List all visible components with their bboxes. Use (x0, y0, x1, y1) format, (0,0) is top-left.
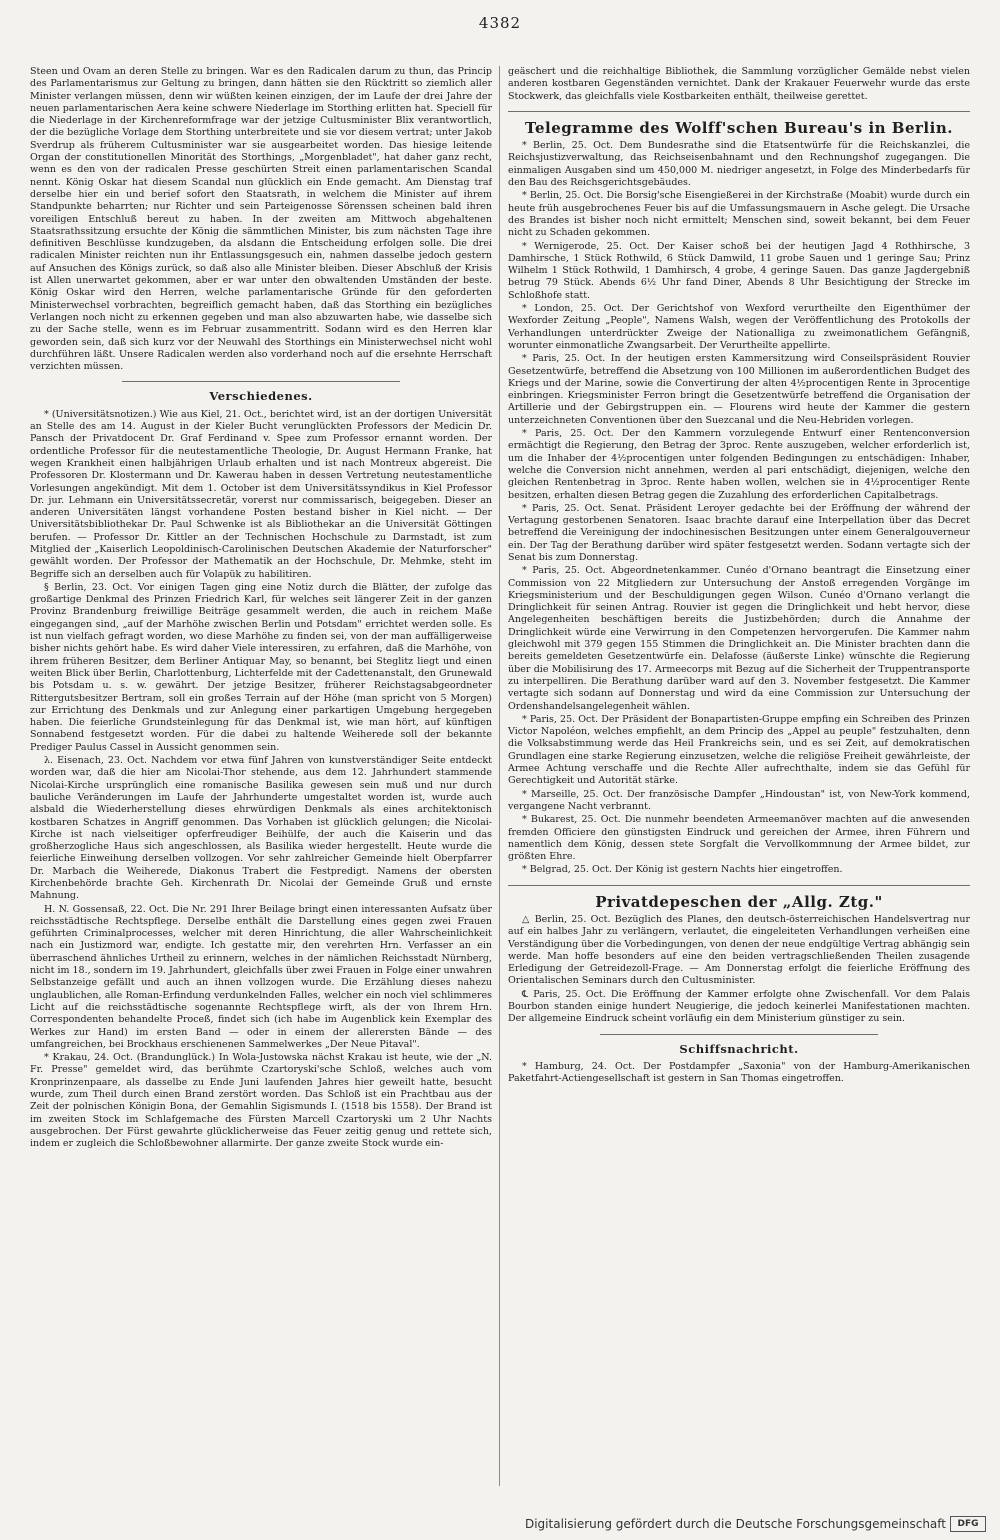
telegram-item: * Wernigerode, 25. Oct. Der Kaiser schoß bei der heutigen Jagd 4 Rothhirsche, 3 Damhirsche, 1 Stück Rothwild, 6 Stück Damwild, 11 grobe Sauen und 1 geringe Sau; Prinz Wilhelm 1 Stück Rothwild, 1 Damhirsch, 4 grobe, 4 geringe Sauen. Das ganze Jagdergebniß betrug 79 Stück. Abends 6½ Uhr fand Diner, Abends 8 Uhr Besichtigung der Strecke im Schloßhofe statt. (508, 240, 970, 301)
telegram-item: * Paris, 25. Oct. Der den Kammern vorzulegende Entwurf einer Rentenconversion ermächtigt die Regierung, den Betrag der 3proc. Rente auszugeben, welcher erforderlich ist, um die Inhaber der 4½procentigen unter folgenden Bedingungen zu entschädigen: Inhaber, welche die Conversion nicht annehmen, werden al pari entschädigt, diejenigen, welche den gleichen Rentenbetrag in 3proc. Rente haben wollen, welchen sie in 4½procentiger Rente besitzen, erhalten diesen Betrag gegen die Zuzahlung des erforderlichen Capitalbetrags. (508, 428, 970, 501)
section-divider (508, 111, 970, 112)
telegram-item: * Paris, 25. Oct. In der heutigen ersten Kammersitzung wird Conseilspräsident Rouvier Gesetzentwürfe, betreffend die Absetzung von 100 Millionen im außerordentlichen Budget des Kriegs und der Marine, sowie die Convertirung der alten 4½procentigen Rente in 3procentige einbringen. Kriegsminister Ferron bringt die Gesetzentwürfe betreffend die Organisation der Artillerie und der Gebirgstruppen ein. — Flourens wird heute der Kammer die gestern unterzeichneten Conventionen über den Suezcanal und die Neu-Hebriden vorlegen. (508, 353, 970, 426)
telegram-item: * Marseille, 25. Oct. Der französische Dampfer „Hindoustan" ist, von New-York kommend, vergangene Nacht verbrannt. (508, 788, 970, 812)
article-paragraph: * (Universitätsnotizen.) Wie aus Kiel, 21. Oct., berichtet wird, ist an der dortigen Universität an Stelle des am 14. August in der Kieler Bucht verunglückten Professors der Medicin Dr. Pansch der Privatdocent Dr. Graf Ferdinand v. Spee zum Professor ernannt worden. Der ordentliche Professor für die neutestamentliche Theologie, Dr. August Hermann Franke, hat wegen Krankheit einen halbjährigen Urlaub erhalten und ist nach Montreux abgereist. Die Professoren Dr. Klostermann und Dr. Kawerau haben in dessen Vertretung neutestamentliche Vorlesungen angekündigt. Mit dem 1. October ist dem Universitätssyndikus in Kiel Professor Dr. jur. Lehmann ein Universitätssecretär, vorerst nur commissarisch, beigegeben. Dieser an anderen Universitäten längst vorhandene Posten bestand bisher in Kiel nicht. — Der Universitätsbibliothekar Dr. Paul Schwenke ist als Bibliothekar an die Universität Göttingen berufen. — Professor Dr. Kittler an der Technischen Hochschule zu Darmstadt, ist zum Mitglied der „Kaiserlich Leopoldinisch-Carolinischen Deutschen Akademie der Naturforscher" gewählt worden. Der Professor der Mathematik an der Hochschule, Dr. Mehmke, steht im Begriffe sich an derselben auch für Volapük zu habilitiren. (30, 408, 492, 580)
telegram-item: * Bukarest, 25. Oct. Die nunmehr beendeten Armeemanöver machten auf die anwesenden fremden Officiere den günstigsten Eindruck und gereichen der Armee, ihren Führern und namentlich dem König, dessen stete Sorgfalt die Vervollkommnung der Armee bildet, zur größten Ehre. (508, 814, 970, 863)
dispatch-item: △ Berlin, 25. Oct. Bezüglich des Planes, den deutsch-österreichischen Handelsvertrag nur auf ein halbes Jahr zu verlängern, verlautet, die eingeleiteten Verhandlungen verheißen eine Verständigung über die Vorbedingungen, von denen der neue endgültige Vertrag abhängig sein werde. Man hoffe besonders auf eine den beiden vertragschließenden Theilen zusagende Erledigung der Getreidezoll-Frage. — Am Donnerstag erfolgt die feierliche Eröffnung des Orientalischen Seminars durch den Cultusminister. (508, 914, 970, 987)
column-divider (499, 66, 500, 1486)
article-paragraph: § Berlin, 23. Oct. Vor einigen Tagen ging eine Notiz durch die Blätter, der zufolge das großartige Denkmal des Prinzen Friedrich Karl, für welches seit längerer Zeit in der ganzen Provinz Brandenburg freiwillige Beiträge gesammelt werden, die auch in reichem Maße eingegangen sind, „auf der Marhöhe zwischen Berlin und Potsdam" errichtet werden solle. Es ist nun vielfach gefragt worden, wo diese Marhöhe zu finden sei, von der man auffälligerweise bisher nichts gehört habe. Es wird daher Viele interessiren, zu erfahren, daß die Marhöhe, von ihrem früheren Besitzer, dem Berliner Antiquar May, so benannt, bei Steglitz liegt und einen weiten Blick über Berlin, Charlottenburg, Lichterfelde mit der Cadettenanstalt, den Grunewald bis Potsdam u. s. w. gewährt. Der jetzige Besitzer, früherer Reichstagsabgeordneter Rittergutsbesitzer Bertram, soll ein großes Terrain auf der Höhe (man spricht von 5 Morgen) zur Errichtung des Denkmals und zur Anlegung einer parkartigen Umgebung hergegeben haben. Die feierliche Grundsteinlegung für das Denkmal ist, wie man hört, auf künftigen Sonnabend festgesetzt worden. Für die dabei zu haltende Weiherede soll der bekannte Prediger Paulus Cassel in Aussicht genommen sein. (30, 581, 492, 753)
article-paragraph: H. N. Gossensaß, 22. Oct. Die Nr. 291 Ihrer Beilage bringt einen interessanten Aufsatz über reichsstädtische Rechtspflege. Derselbe enthält die Darstellung eines gegen zwei Frauen geführten Criminalprocesses, welcher mit deren Hinrichtung, die aller Wahrscheinlichkeit nach ein Justizmord war, endigte. Ich gestatte mir, den verehrten Hrn. Verfasser an ein überraschend ähnliches Urtheil zu erinnern, welches in der nämlichen Reichsstadt Nürnberg, nicht im 18., sondern im 19. Jahrhundert, gleichfalls über zwei Frauen in Folge einer unwahren Selbstanzeige gefällt und auch an ihnen vollzogen wurde. Die Erzählung dieses nahezu unglaublichen, alle Roman-Erfindung verdunkelnden Falles, welcher ein noch viel schlimmeres Licht auf die reichsstädtische sogenannte Rechtspflege wirft, als der von Ihrem Hrn. Correspondenten behandelte Proceß, findet sich (ich habe im Augenblick kein Exemplar des Werkes zur Hand) im ersten Band — oder in einem der allerersten Bände — des umfangreichen, bei Brockhaus erschienenen Sammelwerkes „Der Neue Pitaval". (30, 903, 492, 1050)
telegram-item: * Paris, 25. Oct. Der Präsident der Bonapartisten-Gruppe empfing ein Schreiben des Prinzen Victor Napoléon, welches empfiehlt, an dem Princip des „Appel au peuple" festzuhalten, denn die Volksabstimmung werde das Heil Frankreichs sein, und es sei Zeit, auf demokratischen Grundlagen eine starke Regierung einzusetzen, welche die religiöse Freiheit gewährleiste, der Armee Achtung verschaffe und die Rechte Aller aufrechthalte, indem sie das Gefühl für Gerechtigkeit und Autorität stärke. (508, 713, 970, 787)
article-paragraph: * Krakau, 24. Oct. (Brandunglück.) In Wola-Justowska nächst Krakau ist heute, wie der „N. Fr. Presse" gemeldet wird, das berühmte Czartoryski'sche Schloß, welches auch vom Kronprinzenpaare, als dasselbe zu Ende Juni laufenden Jahres hier geweilt hatte, besucht wurde, zum Theil durch einen Brand zerstört worden. Das Schloß ist ein Prachtbau aus der Zeit der polnischen Königin Bona, der Gemahlin Sigismunds I. (1518 bis 1558). Der Brand ist im zweiten Stock im Schlafgemache des Fürsten Marcell Czartoryski um 2 Uhr Nachts ausgebrochen. Der Fürst gewahrte glücklicherweise das Feuer zeitig genug und rettete sich, indem er zugleich die Schloßbewohner allarmirte. Der ganze zweite Stock wurde ein- (30, 1052, 492, 1150)
section-divider (508, 885, 970, 886)
section-heading-privatdepeschen: Privatdepeschen der „Allg. Ztg." (595, 892, 883, 911)
article-paragraph: Steen und Ovam an deren Stelle zu bringen. War es den Radicalen darum zu thun, das Princip des Parlamentarismus zur Geltung zu bringen, dann hätten sie den Rücktritt so ziemlich aller Minister verlangen müssen, denn wir wüßten keinen einzigen, der im Laufe der drei Jahre der neuen parlamentarischen Aera keine schwere Niederlage im Storthing erlitten hat. Speciell für die Niederlage in der Kirchenreformfrage war der jetzige Cultusminister Blix verantwortlich, der die bezügliche Vorlage dem Storthing unterbreitete und sie vor diesem vertrat; unter Jakob Sverdrup als früherem Cultusminister war sie ausgearbeitet worden. Das hiesige leitende Organ der constitutionellen Minorität des Storthings, „Morgenbladet", hat daher ganz recht, wenn es den von der radicalen Presse geschürten Streit einen parlamentarischen Scandal nennt. König Oskar hat diesem Scandal nun glücklich ein Ende gemacht. Am Dienstag traf derselbe hier ein und berief sofort den Staatsrath, in welchem die Minister auf ihrem Standpunkte beharrten; nur Richter und sein Parteigenosse Sörenssen scheinen bald ihren voreiligen Entschluß bereut zu haben. In der zweiten am Mittwoch abgehaltenen Staatsrathssitzung ersuchte der König die sämmtlichen Minister, bis zum nächsten Tage ihre definitiven Beschlüsse kundzugeben, da alsdann die Entscheidung erfolgen solle. Die drei radicalen Minister reichten nun ihr Entlassungsgesuch ein, nahmen dasselbe jedoch gestern auf Ansuchen des Königs zurück, so daß also alle Minister bleiben. Dieser Abschluß der Krisis ist Allen unerwartet gekommen, aber er war unter den obwaltenden Umständen der beste. König Oskar wird den Herren, welche parlamentarische Gründe für den geforderten Ministerwechsel vorbrachten, begreiflich gemacht haben, daß das Storthing ein bezügliches Verlangen noch nicht zu erkennen gegeben und man also abzuwarten habe, wie dasselbe sich zu der Sache stelle, wenn es im Februar zusammentritt. Sodann wird es den Herren klar geworden sein, daß sich kurz vor der Neuwahl des Storthings ein Ministerwechsel nicht wohl durchführen läßt. Unsere Radicalen werden also vorderhand noch auf die ersehnte Herrschaft verzichten müssen. (30, 66, 492, 373)
page-number: 4382 (478, 14, 522, 32)
section-heading-schiffsnachricht: Schiffsnachricht. (679, 1041, 799, 1056)
shipping-item: * Hamburg, 24. Oct. Der Postdampfer „Saxonia" von der Hamburg-Amerikanischen Paketfahrt-Actiengesellschaft ist gestern in San Thomas eingetroffen. (508, 1060, 970, 1085)
section-divider (122, 381, 399, 382)
section-heading-verschiedenes: Verschiedenes. (209, 389, 313, 404)
telegram-item: * Belgrad, 25. Oct. Der König ist gestern Nachts hier eingetroffen. (522, 864, 843, 876)
telegram-item: * Paris, 25. Oct. Senat. Präsident Leroyer gedachte bei der Eröffnung der während der Vertagung gestorbenen Senatoren. Isaac brachte darauf eine Interpellation über das Decret betreffend die Vereinigung der indochinesischen Besitzungen unter einem Generalgouverneur ein. Der Tag der Berathung darüber wird später festgesetzt werden. Sodann vertagte sich der Senat bis zum Donnerstag. (508, 502, 970, 563)
dispatch-item: ℄ Paris, 25. Oct. Die Eröffnung der Kammer erfolgte ohne Zwischenfall. Vor dem Palais Bourbon standen einige hundert Neugierige, die jedoch keinerlei Manifestationen machten. Der allgemeine Eindruck scheint vorläufig ein dem Ministerium günstiger zu sein. (508, 988, 970, 1025)
section-heading-telegramme: Telegramme des Wolff'schen Bureau's in Berlin. (525, 118, 953, 137)
telegram-item: * Berlin, 25. Oct. Dem Bundesrathe sind die Etatsentwürfe für die Reichskanzlei, die Reichsjustizverwaltung, das Reichseisenbahnamt und den Rechnungshof zugegangen. Die einmaligen Ausgaben sind um 450,000 M. niedriger angesetzt, in Folge des Minderbedarfs für den Bau des Reichsgerichtsgebäudes. (508, 140, 970, 189)
article-paragraph: geäschert und die reichhaltige Bibliothek, die Sammlung vorzüglicher Gemälde nebst vielen anderen kostbaren Gegenständen vernichtet. Dank der Krakauer Feuerwehr wurde das erste Stockwerk, das gleichfalls viele Kostbarkeiten enthält, theilweise gerettet. (508, 66, 970, 102)
telegram-item: * Paris, 25. Oct. Abgeordnetenkammer. Cunéo d'Ornano beantragt die Einsetzung einer Commission von 22 Mitgliedern zur Untersuchung der Anstoß erregenden Vorgänge im Kriegsministerium und der Beschuldigungen gegen Wilson. Cunéo d'Ornano verlangt die Dringlichkeit für seinen Antrag. Rouvier ist gegen die Dringlichkeit und hebt hervor, diese Angelegenheiten beschäftigen bereits die Justizbehörden; durch die Annahme der Dringlichkeit würde eine Verwirrung in den Competenzen hervorgerufen. Die Kammer nahm gleichwohl mit 379 gegen 155 Stimmen die Dringlichkeit an. Die Minister brachten dann die bereits gemeldeten Gesetzentwürfe ein. Delafosse (äußerste Linke) wünschte die Regierung über die Mobilisirung des 17. Armeecorps mit Bezug auf die Sicherheit der Truppentransporte zu interpelliren. Die Berathung darüber ward auf den 3. November festgesetzt. Die Kammer vertagte sich sodann auf Donnerstag und wird da eine Commission zur Untersuchung der Ordenshandelsangelegenheit wählen. (508, 565, 970, 712)
telegram-item: * Berlin, 25. Oct. Die Borsig'sche Eisengießerei in der Kirchstraße (Moabit) wurde durch ein heute früh ausgebrochenes Feuer bis auf die Umfassungsmauern in Asche gelegt. Die Ursache des Brandes ist bisher noch nicht ermittelt; Menschen sind, soweit bekannt, bei dem Feuer nicht zu Schaden gekommen. (508, 190, 970, 239)
telegram-item: * London, 25. Oct. Der Gerichtshof von Wexford verurtheilte den Eigenthümer der Wexforder Zeitung „People", Namens Walsh, wegen der Veröffentlichung des Protokolls der Verhandlungen unterdrückter Zweige der Nationalliga zu zweimonatlichem Gefängniß, worunter einmonatliche Zwangsarbeit. Der Verurtheilte appellirte. (508, 303, 970, 351)
digitization-footer (525, 1516, 986, 1532)
footer-text: Digitalisierung gefördert durch die Deutsche Forschungsgemeinschaft (524, 1517, 946, 1531)
article-paragraph: λ. Eisenach, 23. Oct. Nachdem vor etwa fünf Jahren von kunstverständiger Seite entdeckt worden war, daß die hier am Nicolai-Thor stehende, aus dem 12. Jahrhundert stammende Nicolai-Kirche ursprünglich eine romanische Basilika gewesen sein muß und nur durch bauliche Veränderungen im Laufe der Jahrhunderte umgestaltet worden ist, wurde auch alsbald die Wiederherstellung dieses ehrwürdigen Denkmals als eines architektonisch kostbaren Schatzes in Angriff genommen. Das Vorhaben ist glücklich gelungen; die Nicolai-Kirche ist nach vielseitiger opferfreudiger Beihülfe, der auch die Kaiserin und das großherzogliche Haus sich angeschlossen, als Basilika wieder hergestellt. Heute wurde die feierliche Einweihung derselben vollzogen. Vor sehr zahlreicher Gemeinde hielt Oberpfarrer Dr. Marbach die Weiherede, Diakonus Trabert die Festpredigt. Namens der obersten Kirchenbehörde brachte Geh. Kirchenrath Dr. Nicolai der Gemeinde Gruß und ernste Mahnung. (30, 755, 492, 902)
section-divider (600, 1034, 877, 1035)
right-column (508, 66, 970, 1498)
left-column (30, 66, 492, 1498)
dfg-logo-icon: DFG (950, 1516, 986, 1532)
